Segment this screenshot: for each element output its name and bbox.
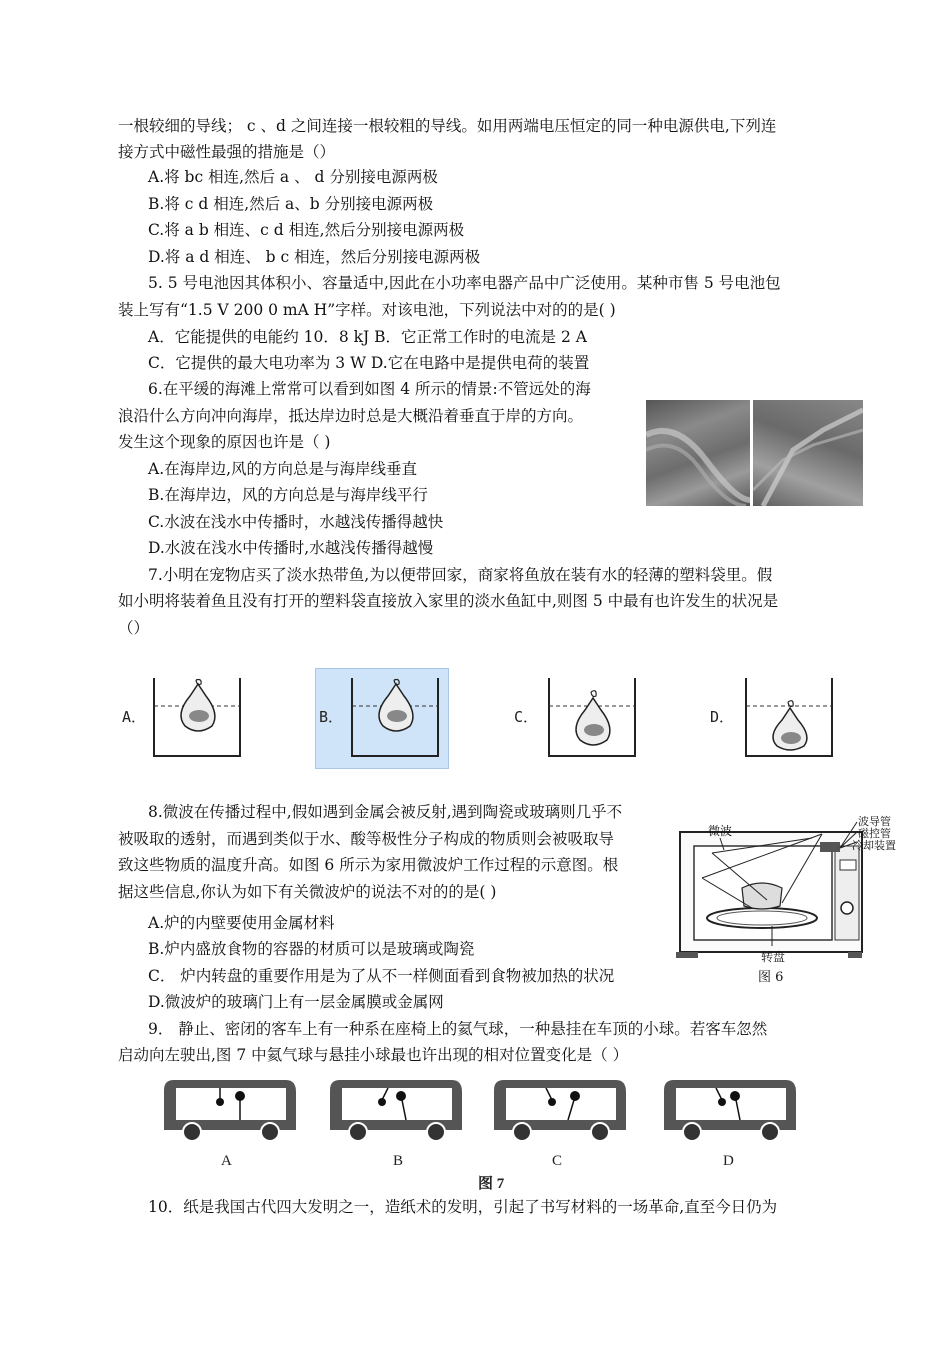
fig6-label-cooling: 冷却装置 (852, 839, 896, 852)
question-7-paren: （） (118, 619, 150, 637)
question-6-cont-1: 浪沿什么方向冲向海岸，抵达岸边时总是大概沿着垂直于岸的方向。 (118, 407, 584, 425)
question-8: 8.微波在传播过程中,假如遇到金属会被反射,遇到陶瓷或玻璃则几乎不 (148, 803, 623, 821)
fig6-caption: 图 6 (758, 970, 784, 985)
fig6-label-waveguide: 波导管 (858, 815, 891, 828)
fig6-label-magnetron: 磁控管 (858, 827, 891, 840)
option-4d: D.将 a d 相连、 b c 相连，然后分别接电源两极 (148, 248, 481, 266)
fig7-bus-b (326, 1076, 466, 1146)
question-7-cont: 如小明将装着鱼且没有打开的塑料袋直接放入家里的淡水鱼缸中,则图 5 中最有也许发生的状况是 (118, 592, 779, 610)
question-5: 5. 5 号电池因其体积小、容量适中,因此在小功率电器产品中广泛使用。某种市售 5 号电池包 (148, 274, 781, 292)
option-6b: B.在海岸边，风的方向总是与海岸线平行 (148, 486, 428, 504)
fig5-option-c-label: C． (514, 708, 539, 726)
text-line-1: 一根较细的导线； c 、d 之间连接一根较粗的导线。如用两端电压恒定的同一种电源供电,下列连 (118, 117, 777, 135)
fig6-label-turntable: 转盘 (761, 950, 786, 964)
fig7-label-a: A (221, 1153, 232, 1169)
fig6-label-microwave: 微波 (708, 824, 733, 838)
option-5ab: A．它能提供的电能约 10．8 kJ B．它正常工作时的电流是 2 A (148, 328, 587, 346)
option-8a: A.炉的内壁要使用金属材料 (148, 914, 335, 932)
option-6a: A.在海岸边,风的方向总是与海岸线垂直 (148, 460, 418, 478)
fig5-tank-b (348, 676, 443, 760)
question-9-cont: 启动向左驶出,图 7 中氦气球与悬挂小球最也许出现的相对位置变化是（ ） (118, 1046, 629, 1064)
text-line-2: 接方式中磁性最强的措施是（） (118, 143, 336, 161)
fig5-option-b-label: B． (319, 708, 344, 726)
fig7-label-b: B (393, 1153, 404, 1169)
question-8-cont-1: 被吸取的透射，而遇到类似于水、酸等极性分子构成的物质则会被吸取导 (118, 830, 615, 848)
fig5-tank-c (545, 676, 640, 760)
question-9: 9． 静止、密闭的客车上有一种系在座椅上的氦气球，一种悬挂在车顶的小球。若客车忽然 (148, 1020, 768, 1038)
beach-photo-left (646, 400, 750, 506)
question-10: 10．纸是我国古代四大发明之一，造纸术的发明，引起了书写材料的一场革命,直至今日仍为 (148, 1198, 778, 1216)
option-6d: D.水波在浅水中传播时,水越浅传播得越慢 (148, 539, 434, 557)
option-8d: D.微波炉的玻璃门上有一层金属膜或金属网 (148, 993, 444, 1011)
question-7: 7.小明在宠物店买了淡水热带鱼,为以便带回家，商家将鱼放在装有水的轻薄的塑料袋里。假 (148, 566, 773, 584)
fig7-label-d: D (723, 1153, 734, 1169)
fig5-option-d-label: D． (710, 708, 735, 726)
fig5-tank-a (150, 676, 245, 760)
option-4a: A.将 bc 相连,然后 a 、 d 分别接电源两极 (148, 168, 438, 186)
fig7-bus-c (490, 1076, 630, 1146)
option-8b: B.炉内盛放食物的容器的材质可以是玻璃或陶瓷 (148, 940, 475, 958)
question-6-cont-2: 发生这个现象的原因也许是（ ) (118, 433, 331, 451)
option-4b: B.将 c d 相连,然后 a、b 分别接电源两极 (148, 195, 434, 213)
option-6c: C.水波在浅水中传播时，水越浅传播得越快 (148, 513, 444, 531)
question-6: 6.在平缓的海滩上常常可以看到如图 4 所示的情景:不管远处的海 (148, 380, 591, 398)
fig7-bus-a (160, 1076, 300, 1146)
fig5-tank-d (742, 676, 837, 760)
question-8-cont-3: 据这些信息,你认为如下有关微波炉的说法不对的的是( ) (118, 883, 497, 901)
fig7-label-c: C (552, 1153, 563, 1169)
fig7-caption: 图 7 (478, 1176, 505, 1192)
option-4c: C.将 a b 相连、c d 相连,然后分别接电源两极 (148, 221, 465, 239)
option-8c: C． 炉内转盘的重要作用是为了从不一样侧面看到食物被加热的状况 (148, 967, 615, 985)
question-5-cont: 装上写有“1.5 V 200 0 mA H”字样。对该电池，下列说法中对的的是( ) (118, 301, 616, 319)
fig7-bus-d (660, 1076, 800, 1146)
question-8-cont-2: 致这些物质的温度升高。如图 6 所示为家用微波炉工作过程的示意图。根 (118, 856, 619, 874)
beach-photo-right (753, 400, 863, 506)
fig5-option-a-label: A． (122, 708, 147, 726)
option-5cd: C．它提供的最大电功率为 3 W D.它在电路中是提供电荷的装置 (148, 354, 590, 372)
